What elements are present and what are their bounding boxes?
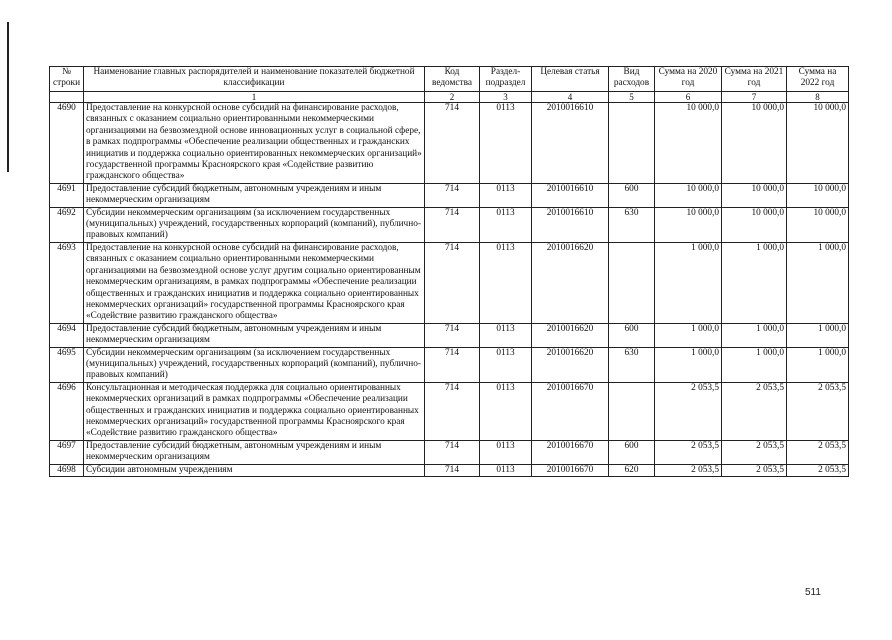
- table-row: [50, 323, 849, 347]
- header-row: [50, 67, 849, 92]
- column-number: 2: [425, 92, 480, 103]
- row-sum-2020: 1 000,0: [655, 323, 722, 347]
- header-row-no: № строки: [50, 67, 84, 92]
- page-number: 511: [805, 587, 821, 598]
- row-sum-2022: 10 000,0: [787, 183, 849, 207]
- row-sum-2022: 2 053,5: [787, 440, 849, 464]
- row-type: 600: [609, 440, 655, 464]
- column-number-row: [50, 92, 849, 103]
- header-name: Наименование главных распорядителей и наименование показателей бюджетной классификации: [84, 67, 425, 92]
- table-row: [50, 103, 849, 184]
- table-row: [50, 382, 849, 440]
- row-type: 600: [609, 183, 655, 207]
- header-sum-2021: Сумма на 2021 год: [722, 67, 787, 92]
- row-section: 0113: [480, 242, 532, 323]
- header-sum-2020: Сумма на 2020 год: [655, 67, 722, 92]
- row-sum-2021: 1 000,0: [722, 323, 787, 347]
- row-target: 2010016620: [532, 323, 609, 347]
- row-section: 0113: [480, 183, 532, 207]
- row-section: 0113: [480, 464, 532, 476]
- row-number: 4691: [50, 183, 84, 207]
- header-type: Вид расходов: [609, 67, 655, 92]
- row-name: Субсидии некоммерческим организациям (за исключением государственных (муниципальных) учреждений, государственных корпораций (компаний), публично-правовых компаний): [84, 207, 425, 242]
- row-sum-2021: 10 000,0: [722, 207, 787, 242]
- header-sum-2022: Сумма на 2022 год: [787, 67, 849, 92]
- row-target: 2010016610: [532, 207, 609, 242]
- row-sum-2022: 1 000,0: [787, 323, 849, 347]
- table-row: [50, 440, 849, 464]
- row-type: 630: [609, 207, 655, 242]
- row-target: 2010016670: [532, 464, 609, 476]
- column-number-empty: [50, 92, 84, 103]
- row-code: 714: [425, 323, 480, 347]
- column-number: 6: [655, 92, 722, 103]
- row-sum-2020: 10 000,0: [655, 103, 722, 184]
- budget-table: [49, 66, 849, 477]
- row-name: Предоставление на конкурсной основе субсидий на финансирование расходов, связанных с оказанием социально ориентированными некоммерческими организациями на безвозмездной основе услуг другим социально ориентированным некоммерческим организациям, в рамках подпрограммы «Обеспечение реализации общественных и гражданских инициатив и поддержка социально ориентированных некоммерческих организаций» государственной программы Красноярского края «Содействие развитию гражданского общества»: [84, 242, 425, 323]
- row-sum-2020: 2 053,5: [655, 464, 722, 476]
- row-code: 714: [425, 207, 480, 242]
- row-number: 4697: [50, 440, 84, 464]
- row-number: 4695: [50, 347, 84, 382]
- row-sum-2022: 2 053,5: [787, 382, 849, 440]
- table-row: [50, 183, 849, 207]
- row-type: [609, 242, 655, 323]
- margin-line: [7, 22, 9, 172]
- column-number: 3: [480, 92, 532, 103]
- column-number: 1: [84, 92, 425, 103]
- row-type: [609, 382, 655, 440]
- row-code: 714: [425, 464, 480, 476]
- column-number: 7: [722, 92, 787, 103]
- row-target: 2010016610: [532, 183, 609, 207]
- row-sum-2021: 10 000,0: [722, 103, 787, 184]
- column-number: 5: [609, 92, 655, 103]
- row-name: Предоставление на конкурсной основе субсидий на финансирование расходов, связанных с оказанием социально ориентированными некоммерческими организациями на безвозмездной основе инновационных услуг в социальной сфере, в рамках подпрограммы «Обеспечение реализации общественных и гражданских инициатив и поддержка социально ориентированных некоммерческих организаций» государственной программы Красноярского края «Содействие развитию гражданского общества»: [84, 103, 425, 184]
- row-number: 4693: [50, 242, 84, 323]
- row-number: 4690: [50, 103, 84, 184]
- table-row: [50, 242, 849, 323]
- row-sum-2021: 10 000,0: [722, 183, 787, 207]
- row-name: Консультационная и методическая поддержка для социально ориентированных некоммерческих организаций в рамках подпрограммы «Обеспечение реализации общественных и гражданских инициатив и поддержка социально ориентированных некоммерческих организаций» государственной программы Красноярского края «Содействие развитию гражданского общества»: [84, 382, 425, 440]
- header-section: Раздел-подраздел: [480, 67, 532, 92]
- row-sum-2020: 1 000,0: [655, 347, 722, 382]
- table-row: [50, 464, 849, 476]
- row-number: 4698: [50, 464, 84, 476]
- header-target: Целевая статья: [532, 67, 609, 92]
- row-code: 714: [425, 347, 480, 382]
- row-sum-2020: 2 053,5: [655, 382, 722, 440]
- row-target: 2010016620: [532, 242, 609, 323]
- row-name: Предоставление субсидий бюджетным, автономным учреждениям и иным некоммерческим организациям: [84, 323, 425, 347]
- row-sum-2021: 2 053,5: [722, 464, 787, 476]
- row-sum-2022: 10 000,0: [787, 207, 849, 242]
- row-type: 620: [609, 464, 655, 476]
- column-number: 4: [532, 92, 609, 103]
- row-sum-2021: 1 000,0: [722, 242, 787, 323]
- row-target: 2010016670: [532, 440, 609, 464]
- row-sum-2021: 1 000,0: [722, 347, 787, 382]
- row-code: 714: [425, 382, 480, 440]
- table-row: [50, 347, 849, 382]
- row-section: 0113: [480, 347, 532, 382]
- row-target: 2010016610: [532, 103, 609, 184]
- row-sum-2021: 2 053,5: [722, 440, 787, 464]
- row-type: 600: [609, 323, 655, 347]
- row-sum-2022: 10 000,0: [787, 103, 849, 184]
- row-number: 4694: [50, 323, 84, 347]
- row-sum-2020: 10 000,0: [655, 183, 722, 207]
- row-number: 4692: [50, 207, 84, 242]
- row-sum-2022: 1 000,0: [787, 242, 849, 323]
- row-section: 0113: [480, 207, 532, 242]
- row-type: [609, 103, 655, 184]
- row-code: 714: [425, 242, 480, 323]
- row-type: 630: [609, 347, 655, 382]
- row-sum-2020: 10 000,0: [655, 207, 722, 242]
- row-name: Предоставление субсидий бюджетным, автономным учреждениям и иным некоммерческим организациям: [84, 183, 425, 207]
- row-name: Субсидии автономным учреждениям: [84, 464, 425, 476]
- table-row: [50, 207, 849, 242]
- row-section: 0113: [480, 440, 532, 464]
- row-code: 714: [425, 440, 480, 464]
- row-target: 2010016670: [532, 382, 609, 440]
- header-code: Код ведомства: [425, 67, 480, 92]
- row-sum-2022: 1 000,0: [787, 347, 849, 382]
- row-sum-2021: 2 053,5: [722, 382, 787, 440]
- row-sum-2020: 2 053,5: [655, 440, 722, 464]
- row-section: 0113: [480, 323, 532, 347]
- row-section: 0113: [480, 103, 532, 184]
- row-code: 714: [425, 103, 480, 184]
- row-section: 0113: [480, 382, 532, 440]
- row-sum-2022: 2 053,5: [787, 464, 849, 476]
- row-sum-2020: 1 000,0: [655, 242, 722, 323]
- row-target: 2010016620: [532, 347, 609, 382]
- row-name: Субсидии некоммерческим организациям (за исключением государственных (муниципальных) учреждений, государственных корпораций (компаний), публично-правовых компаний): [84, 347, 425, 382]
- column-number: 8: [787, 92, 849, 103]
- row-number: 4696: [50, 382, 84, 440]
- row-name: Предоставление субсидий бюджетным, автономным учреждениям и иным некоммерческим организациям: [84, 440, 425, 464]
- row-code: 714: [425, 183, 480, 207]
